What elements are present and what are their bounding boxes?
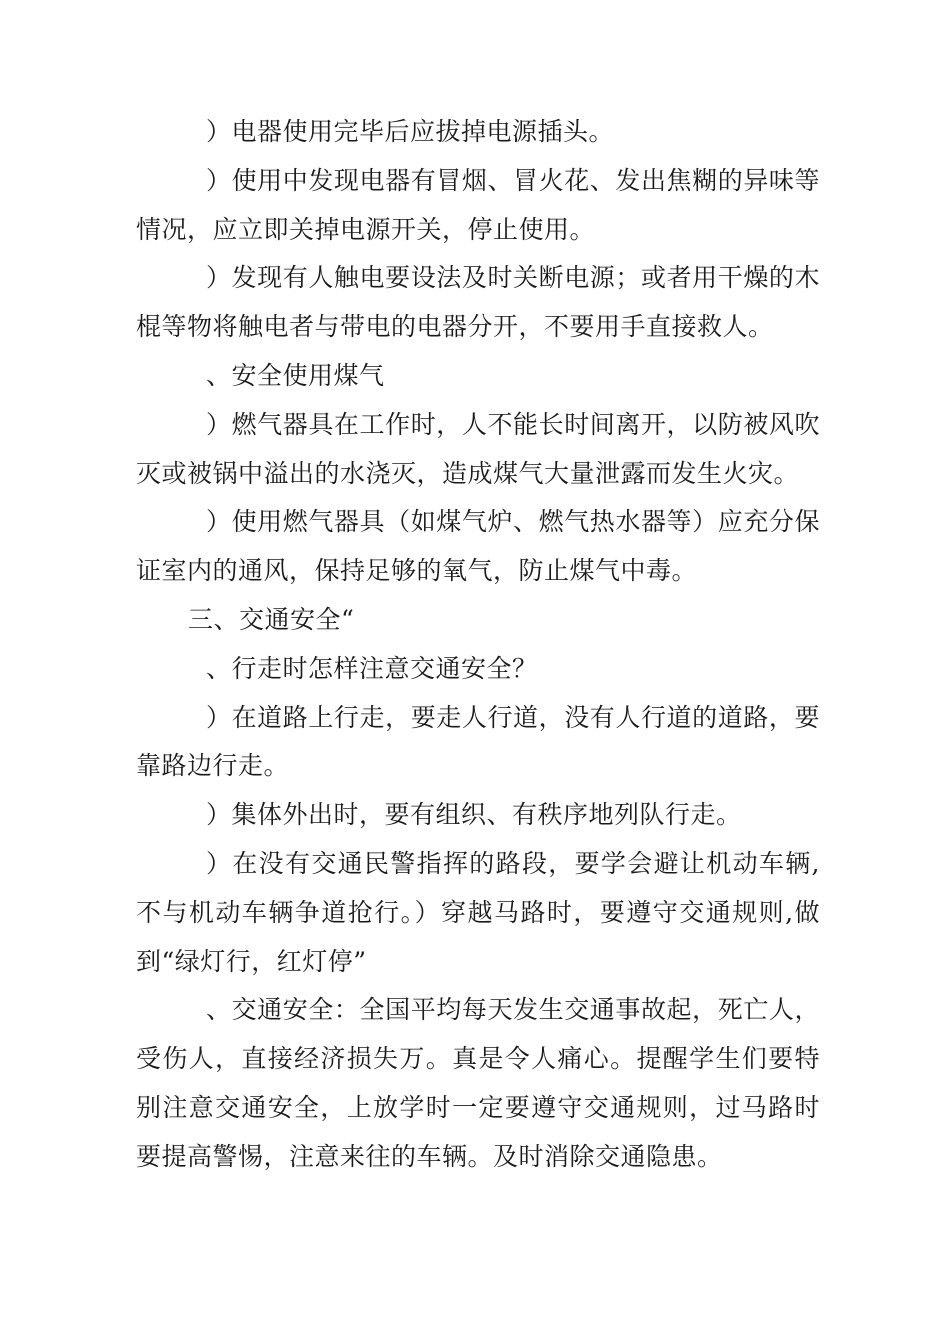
paragraph-unplug-appliances: ）电器使用完毕后应拔掉电源插头。 — [206, 117, 615, 146]
paragraph-smoke-sparks: ）使用中发现电器有冒烟、冒火花、发出焦糊的异味等情况，应立即关掉电源开关，停止使用。 — [136, 165, 820, 244]
paragraph-yield-vehicles: ）在没有交通民警指挥的路段，要学会避让机动车辆,不与机动车辆争道抢行。）穿越马路时，要遵守交通规则,做到“绿灯行，红灯停” — [136, 848, 820, 976]
paragraph-group-outing: ）集体外出时，要有组织、有秩序地列队行走。 — [206, 800, 742, 830]
paragraph-traffic-statistics: 、交通安全：全国平均每天发生交通事故起，死亡人，受伤人，直接经济损失万。真是令人痛心。提醒学生们要特别注意交通安全，上放学时一定要遵守交通规则，过马路时要提高警惕，注意来往的车辆。及时消除交通隐患。 — [136, 995, 820, 1171]
paragraph-sidewalk: ）在道路上行走，要走人行道，没有人行道的道路，要靠路边行走。 — [136, 702, 820, 781]
paragraph-gas-appliance-attend: ）燃气器具在工作时，人不能长时间离开，以防被风吹灭或被锅中溢出的水浇灭，造成煤气大量泄露而发生火灾。 — [136, 409, 820, 488]
paragraph-electric-shock: ）发现有人触电要设法及时关断电源；或者用干燥的木棍等物将触电者与带电的电器分开，不要用手直接救人。 — [136, 263, 820, 342]
subheading-walking-safety: 、行走时怎样注意交通安全？ — [206, 653, 538, 683]
document-body — [136, 108, 820, 1182]
subheading-gas-safety: 、安全使用煤气 — [206, 360, 385, 390]
paragraph-gas-ventilation: ）使用燃气器具（如煤气炉、燃气热水器等）应充分保证室内的通风，保持足够的氧气，防止煤气中毒。 — [136, 507, 820, 586]
section-heading-traffic-safety: 三、交通安全“ — [188, 604, 355, 634]
